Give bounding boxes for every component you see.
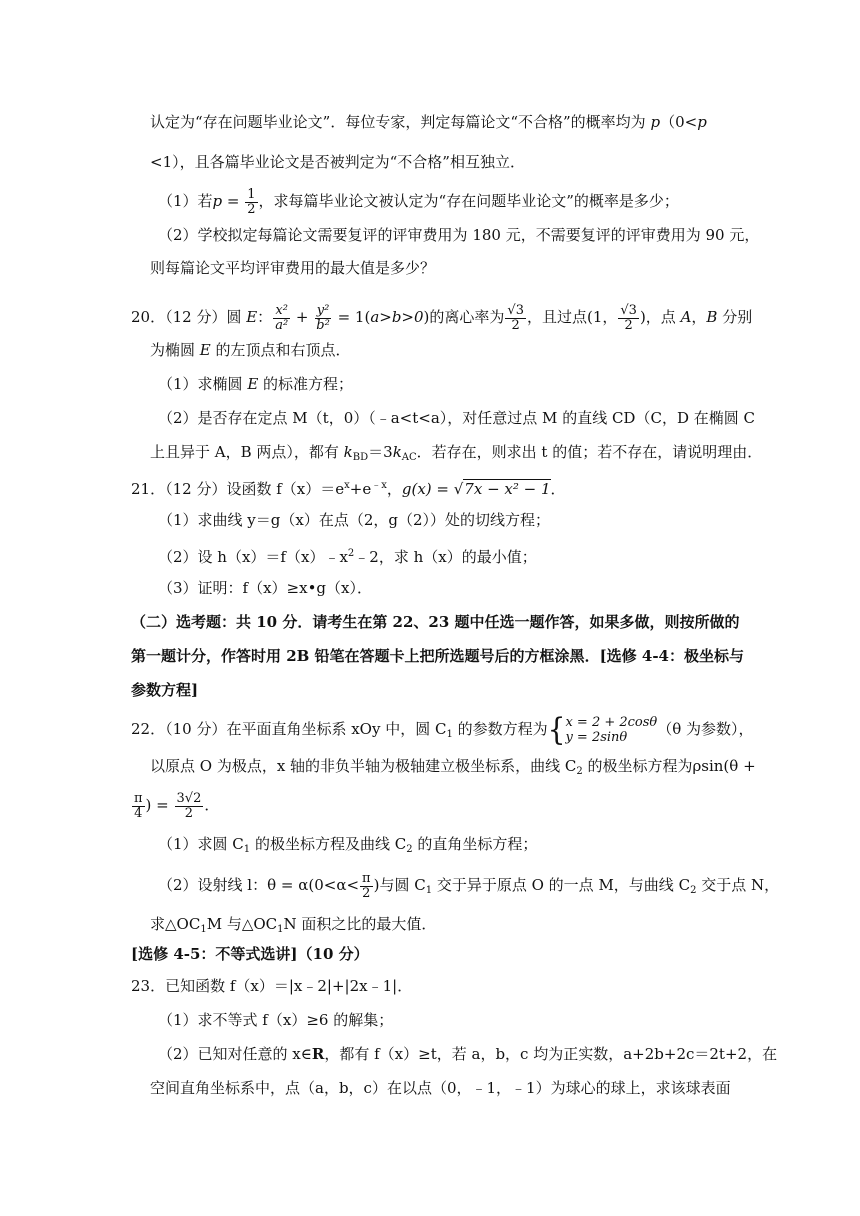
- q22-text: （1）求圆 C: [158, 835, 244, 853]
- q20-var: A: [680, 308, 692, 326]
- fraction-pi-2: [360, 872, 373, 901]
- q22-part-1: [158, 834, 537, 860]
- q19-line-2: <1），且各篇毕业论文是否被判定为“不合格”相互独立．: [150, 153, 525, 171]
- denominator: 2: [247, 201, 256, 217]
- numerator: π: [362, 870, 371, 886]
- numerator: 3√2: [176, 790, 202, 806]
- denominator: 4: [134, 805, 143, 821]
- denominator: 2: [624, 317, 633, 333]
- subscript: AC: [401, 452, 417, 463]
- system-lines: [565, 715, 657, 745]
- q21-text: 21．（12 分）设函数 f（x）＝e: [131, 480, 345, 498]
- q22-text: 的极坐标方程为ρsin(θ +: [582, 757, 756, 775]
- q19-part-2-line-2: 则每篇论文平均评审费用的最大值是多少？: [150, 259, 436, 277]
- denominator: 2: [362, 885, 371, 901]
- fraction-pi-4: [132, 792, 145, 821]
- q19-var-p: p: [697, 113, 707, 131]
- section-heading-line-1: （二）选考题：共 10 分．请考生在第 22、23 题中任选一题作答，如果多做，则按所做的: [131, 613, 740, 631]
- q23-part-2-line-1: [158, 1044, 777, 1064]
- q20-text: ：: [257, 308, 273, 326]
- q20-var: k: [343, 443, 353, 461]
- q21-part-2: [158, 544, 537, 567]
- q20-text: 为椭圆: [150, 341, 200, 359]
- fraction-point: [618, 304, 639, 333]
- q19-text: （0<: [660, 113, 698, 131]
- subscript: 2: [690, 885, 697, 896]
- numerator: x²: [275, 302, 288, 318]
- q22-line-3: [131, 788, 219, 822]
- q20-var: k: [392, 443, 402, 461]
- numerator: 1: [247, 186, 256, 202]
- q20-var: E: [246, 308, 258, 326]
- q20-text: 的左顶点和右顶点．: [210, 341, 351, 359]
- q20-part-1: [158, 374, 353, 394]
- q20-part-2-line-2: [150, 442, 762, 468]
- section-heading-4-5: [选修 4-5：不等式选讲]（10 分）: [131, 945, 369, 963]
- q20-text: ＝3: [368, 443, 393, 461]
- q22-text: 22．（10 分）在平面直角坐标系 xOy 中，圆 C: [131, 720, 447, 738]
- denominator: 2: [184, 805, 194, 821]
- q19-line-1: [150, 112, 707, 132]
- numerator: y²: [316, 302, 330, 318]
- q20-text: +: [291, 308, 314, 326]
- fraction-eccentricity: [505, 304, 526, 333]
- q21-part-3: （3）证明：f（x）≥x•g（x）．: [158, 579, 372, 597]
- q21-text: （2）设 h（x）＝f（x）﹣x: [158, 548, 348, 566]
- q19-var-p: p: [212, 192, 223, 210]
- numerator: √3: [620, 302, 637, 318]
- q20-var: E: [247, 375, 259, 393]
- q20-text: 的标准方程；: [258, 375, 354, 393]
- section-heading-line-2: 第一题计分，作答时用 2B 铅笔在答题卡上把所选题号后的方框涂黑．[选修 4-4：极坐标与: [131, 647, 744, 665]
- q20-part-2-line-1: （2）是否存在定点 M（t，0）（﹣a<t<a），对任意过点 M 的直线 CD（C，D 在椭圆 C: [158, 409, 755, 427]
- q22-text: M 与△OC: [206, 915, 278, 933]
- q20-text: ．若存在，则求出 t 的值；若不存在，请说明理由．: [416, 443, 763, 461]
- q22-text: 以原点 O 为极点，x 轴的非负半轴为极轴建立极坐标系，曲线 C: [150, 757, 577, 775]
- q22-text: 求△OC: [150, 915, 201, 933]
- q22-text: （2）设射线 l：θ = α(0<α<: [158, 876, 360, 894]
- subscript: 1: [243, 844, 251, 855]
- sqrt-radicand: 7x − x² − 1: [464, 480, 551, 498]
- q20-var: B: [706, 308, 718, 326]
- fraction-3root2-2: [175, 792, 204, 821]
- q20-line-1: [131, 300, 752, 334]
- denominator: b²: [316, 317, 330, 333]
- q23-text: ，都有 f（x）≥t，若 a，b，c 均为正实数，a+2b+2c＝2t+2，在: [324, 1045, 778, 1063]
- system-eq-1: x = 2 + 2cosθ: [565, 715, 658, 730]
- subscript: 1: [277, 924, 284, 935]
- section-heading-line-3: 参数方程]: [131, 681, 199, 699]
- q20-text: )的离心率为: [423, 308, 505, 326]
- q19-text: =: [222, 192, 245, 210]
- q23-real-set: R: [311, 1045, 325, 1063]
- q22-text: N 面积之比的最大值．: [283, 915, 437, 933]
- q23-line-1: 23．已知函数 f（x）＝|x﹣2|+|2x﹣1|．: [131, 977, 413, 995]
- subscript: 1: [446, 729, 453, 740]
- q21-text: ﹣2，求 h（x）的最小值；: [354, 548, 537, 566]
- subscript: 1: [425, 885, 433, 896]
- q22-text: 的参数方程为: [452, 720, 548, 738]
- system-eq-2: y = 2sinθ: [565, 730, 628, 745]
- q21-text: ，: [386, 480, 402, 498]
- q21-part-1: （1）求曲线 y＝g（x）在点（2，g（2））处的切线方程；: [158, 511, 551, 529]
- q22-part-2-line-2: [150, 914, 436, 940]
- q22-text: )与圆 C: [373, 876, 426, 894]
- q22-line-1: [131, 712, 754, 752]
- q20-text: )，点: [639, 308, 681, 326]
- q20-line-2: [150, 340, 351, 360]
- fraction-y2-b2: [314, 304, 332, 333]
- superscript: x: [344, 480, 350, 491]
- q22-text: ．: [204, 796, 220, 814]
- parametric-system: [547, 711, 658, 748]
- q22-text: 的极坐标方程及曲线 C: [250, 835, 407, 853]
- q19-text: 认定为“存在问题毕业论文”．每位专家，判定每篇论文“不合格”的概率均为: [150, 113, 646, 131]
- subscript: BD: [352, 452, 369, 463]
- q19-part-1: [158, 186, 679, 217]
- q20-text: 20．（12 分）圆: [131, 308, 247, 326]
- q21-text: ．: [550, 480, 566, 498]
- q20-text: ，且过点(1，: [526, 308, 618, 326]
- q20-text: ，: [691, 308, 707, 326]
- q22-text: 交于点 N，: [696, 876, 780, 894]
- q20-text: 上且异于 A，B 两点），都有: [150, 443, 344, 461]
- fraction-x2-a2: [273, 304, 290, 333]
- q20-var: a>b>0: [370, 308, 424, 326]
- denominator: a²: [275, 317, 289, 333]
- superscript: ﹣x: [371, 480, 387, 491]
- q19-text: （1）若: [158, 192, 213, 210]
- q23-part-1: （1）求不等式 f（x）≥6 的解集；: [158, 1011, 394, 1029]
- numerator: π: [134, 790, 143, 806]
- q22-part-2-line-1: [158, 868, 779, 908]
- q21-line-1: [131, 476, 566, 499]
- fraction-one-half: [245, 188, 257, 217]
- q19-text: ，求每篇毕业论文被认定为“存在问题毕业论文”的概率是多少；: [258, 192, 679, 210]
- q22-text: ) =: [145, 796, 174, 814]
- denominator: 2: [511, 317, 520, 333]
- q21-text: +e: [349, 480, 372, 498]
- q20-text: = 1(: [332, 308, 371, 326]
- subscript: 1: [200, 924, 207, 935]
- q23-part-2-line-2: 空间直角坐标系中，点（a，b，c）在以点（0，﹣1，﹣1）为球心的球上，求该球表面: [150, 1079, 731, 1097]
- numerator: √3: [507, 302, 524, 318]
- subscript: 2: [406, 844, 413, 855]
- q21-gx: g(x) =: [401, 480, 454, 498]
- q19-var-p: p: [650, 113, 661, 131]
- q22-text: 交于异于原点 O 的一点 M，与曲线 C: [432, 876, 691, 894]
- q20-text: （1）求椭圆: [158, 375, 248, 393]
- q23-text: （2）已知对任意的 x∈: [158, 1045, 312, 1063]
- q20-text: 分别: [717, 308, 753, 326]
- subscript: 2: [576, 766, 583, 777]
- q22-text: （θ 为参数），: [657, 720, 754, 738]
- brace-symbol: {: [547, 711, 566, 748]
- q19-part-2-line-1: （2）学校拟定每篇论文需要复评的评审费用为 180 元，不需要复评的评审费用为 90 元，: [158, 226, 760, 244]
- q22-text: 的直角坐标方程；: [412, 835, 538, 853]
- sqrt-symbol: √: [453, 480, 464, 498]
- superscript: 2: [347, 548, 355, 559]
- q20-var: E: [199, 341, 211, 359]
- q22-line-2: [150, 756, 756, 782]
